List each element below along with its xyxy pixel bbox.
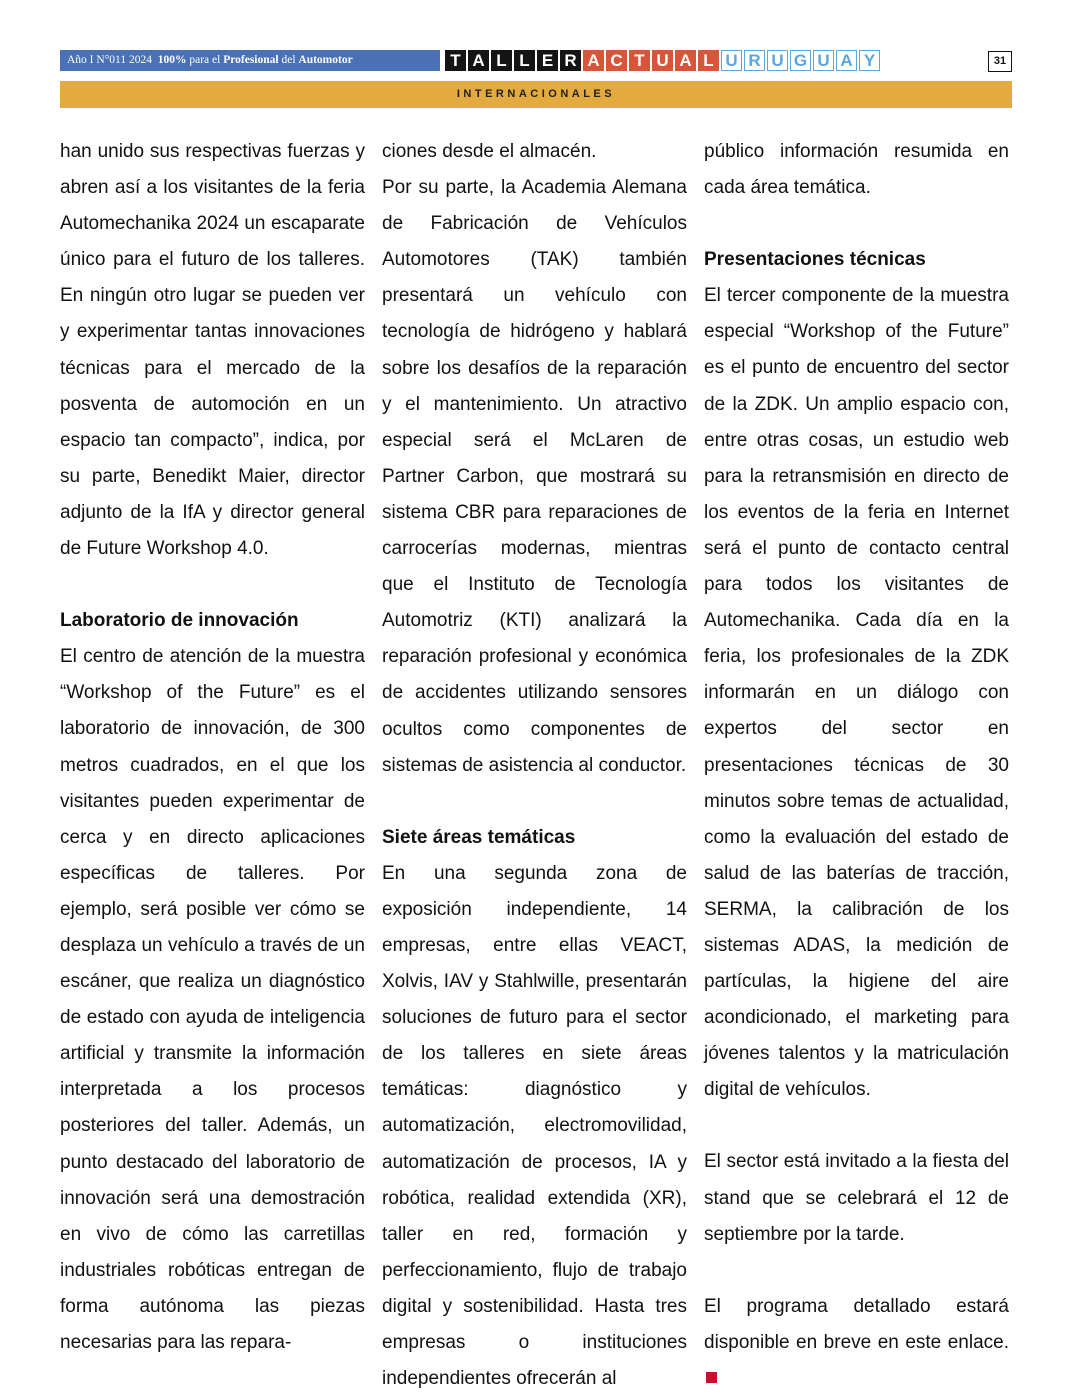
brand-letter: U — [767, 50, 788, 71]
paragraph: En una segunda zona de exposición independiente, 14 empresas, entre ellas VEACT, Xolvis, IAV y Stahlwille, presentarán soluciones de futuro para el sector de los talleres en siete áreas temáticas: diagnóstico y automatización, electromovilidad, automatización de procesos, IA y robótica, realidad extendida (XR), taller en red, formación y perfeccionamiento, flujo de trabajo digital y sostenibilidad. Hasta tres empresas o instituciones independientes ofrecerán al — [382, 862, 687, 1390]
issue-info-bar — [60, 50, 440, 71]
brand-letter: U — [652, 50, 673, 71]
tagline-automotor: Automotor — [298, 54, 353, 66]
paragraph: público información resumida en cada área temática. — [704, 141, 1009, 199]
end-of-article-icon — [706, 1372, 717, 1383]
brand-letter: U — [813, 50, 834, 71]
article-column-3 — [704, 134, 1009, 1397]
brand-logo — [445, 50, 880, 71]
brand-letter: L — [698, 50, 719, 71]
tagline-part: del — [278, 54, 299, 66]
tagline-part: para el — [186, 54, 224, 66]
paragraph-closing — [704, 1289, 1009, 1397]
paragraph: El tercer componente de la muestra especial “Workshop of the Future” es el punto de encuentro del sector de la ZDK. Un amplio espacio con, entre otras cosas, un estudio web para la retransmisión en directo de los eventos de la feria en Internet será el punto de contacto central para todos los visitantes de Automechanika. Cada día en la feria, los profesionales de la ZDK informarán en un diálogo con expertos del sector en presentaciones técnicas de 30 minutos sobre temas de actualidad, como la evaluación del estado de salud de las baterías de tracción, SERMA, la calibración de los sistemas ADAS, la medición de partículas, la higiene del aire acondicionado, el marketing para jóvenes talentos y la matriculación digital de vehículos. — [704, 285, 1009, 1101]
article-column-2 — [382, 134, 687, 1397]
subheading: Laboratorio de innovación — [60, 610, 299, 632]
subheading: Siete áreas temáticas — [382, 826, 576, 848]
article-column-1 — [60, 134, 365, 1361]
brand-letter: A — [675, 50, 696, 71]
brand-letter: L — [514, 50, 535, 71]
brand-letter: A — [468, 50, 489, 71]
brand-letter: E — [537, 50, 558, 71]
brand-letter: L — [491, 50, 512, 71]
paragraph: El sector está invitado a la fiesta del stand que se celebrará el 12 de septiembre por la tarde. — [704, 1151, 1009, 1245]
brand-letter: A — [836, 50, 857, 71]
brand-letter: C — [606, 50, 627, 71]
section-title: INTERNACIONALES — [60, 81, 1012, 108]
paragraph: han unido sus respectivas fuerzas y abren así a los visitantes de la feria Automechanika 2024 un escaparate único para el futuro de los talleres. En ningún otro lugar se pueden ver y experimentar tantas innovaciones técnicas para el mercado de la posventa de automoción en un espacio tan compacto”, indica, por su parte, Benedikt Maier, director adjunto de la IfA y director general de Future Workshop 4.0. — [60, 141, 365, 560]
brand-letter: R — [560, 50, 581, 71]
brand-letter: A — [583, 50, 604, 71]
tagline-percent: 100% — [157, 54, 187, 66]
closing-text: El programa detallado estará disponible en breve en este enlace. — [704, 1295, 1009, 1353]
paragraph: El centro de atención de la muestra “Workshop of the Future” es el laboratorio de innovación, de 300 metros cuadrados, en el que los visitantes pueden experimentar de cerca y en directo aplicaciones específicas de talleres. Por ejemplo, será posible ver cómo se desplaza un vehículo a través de un escáner, que realiza un diagnóstico de estado con ayuda de inteligencia artificial y transmite la información interpretada a los procesos posteriores del taller. Además, un punto destacado del laboratorio de innovación será una demostración en vivo de cómo las carretillas industriales robóticas entregan de forma autónoma las piezas necesarias para las repara- — [60, 646, 365, 1353]
brand-letter: Y — [859, 50, 880, 71]
paragraph: ciones desde el almacén. — [382, 141, 597, 162]
magazine-header — [60, 50, 1012, 73]
brand-letter: T — [629, 50, 650, 71]
paragraph: Por su parte, la Academia Alemana de Fabricación de Vehículos Automotores (TAK) también presentará un vehículo con tecnología de hidrógeno y hablará sobre los desafíos de la reparación y el mantenimiento. Un atractivo especial será el McLaren de Partner Carbon, que mostrará su sistema CBR para reparaciones de carrocerías modernas, mientras que el Instituto de Tecnología Automotriz (KTI) analizará la reparación profesional y económica de accidentes utilizando sensores ocultos como componentes de sistemas de asistencia al conductor. — [382, 177, 687, 776]
brand-letter: U — [721, 50, 742, 71]
brand-letter: G — [790, 50, 811, 71]
page-number: 31 — [988, 51, 1012, 72]
tagline-profesional: Profesional — [223, 54, 279, 66]
subheading: Presentaciones técnicas — [704, 249, 926, 271]
brand-letter: T — [445, 50, 466, 71]
brand-letter: R — [744, 50, 765, 71]
issue-number: Año I N°011 2024 — [67, 54, 152, 66]
